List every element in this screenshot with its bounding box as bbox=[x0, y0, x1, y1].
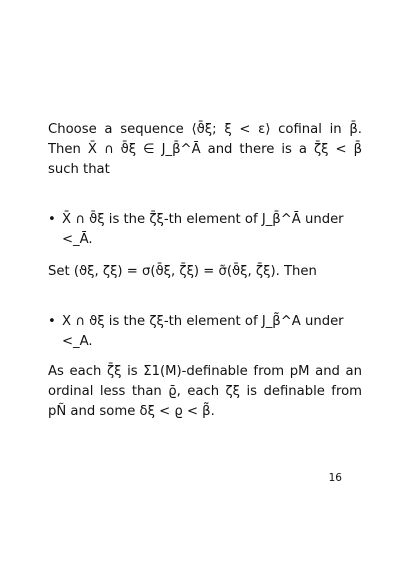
bullet-marker: • bbox=[48, 212, 56, 227]
bullet-marker: • bbox=[48, 314, 56, 329]
page-number: 16 bbox=[328, 472, 342, 484]
paragraph-as-each: As each ζ̄ξ is Σ1(M)-definable from pM and an ordinal less than ϱ̄, each ζξ is definable from pÑ and some δξ < ϱ < β̃. bbox=[48, 364, 362, 419]
bullet-item-second: X ∩ ϑξ is the ζξ-th element of J_β̃^A under <_A. bbox=[62, 314, 344, 349]
paragraph-set: Set (ϑξ, ζξ) = σ(ϑ̄ξ, ζ̄ξ) = σ̃(ϑ̄ξ, ζ̄ξ). Then bbox=[48, 264, 317, 279]
bullet-item-first: X̄ ∩ ϑ̄ξ is the ζ̄ξ-th element of J_β̄^Ā under <_Ā. bbox=[62, 212, 344, 247]
paragraph-choose-sequence: Choose a sequence ⟨ϑ̄ξ; ξ < ε⟩ cofinal in β̄. Then X̄ ∩ ϑ̄ξ ∈ J_β̄^Ā and there is a ζ̄ξ < β̄ such that bbox=[48, 122, 362, 177]
